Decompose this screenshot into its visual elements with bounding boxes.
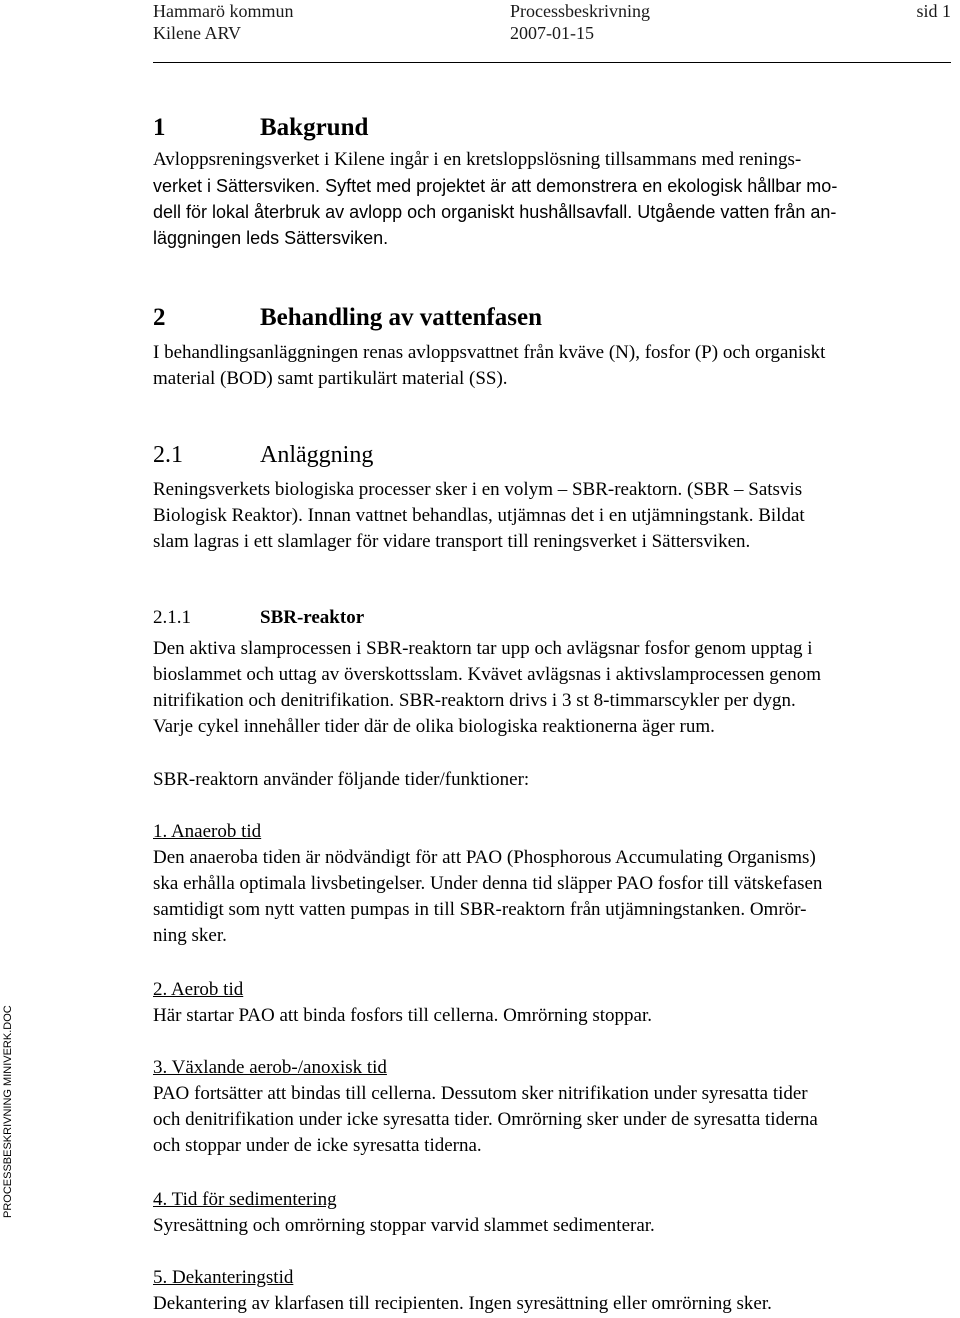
body-line: I behandlingsanläggningen renas avloppsvattnet från kväve (N), fosfor (P) och organiskt <box>153 342 826 363</box>
header-org: Hammarö kommun <box>153 1 294 21</box>
header-page-number: sid 1 <box>916 1 951 21</box>
section-title: Anläggning <box>260 442 374 468</box>
section-number: 2.1.1 <box>153 607 191 628</box>
section-title: SBR-reaktor <box>260 607 365 628</box>
sidebar-filename-text: PROCESSBESKRIVNING MINIVERK.DOC <box>2 1005 14 1218</box>
header-date: 2007-01-15 <box>510 23 594 43</box>
phase-2 <box>153 977 958 1029</box>
section-2-heading <box>153 303 958 333</box>
body-line: Dekantering av klarfasen till recipienten. Ingen syresättning eller omrörning sker. <box>153 1293 772 1314</box>
section-title: Behandling av vattenfasen <box>260 304 542 331</box>
sidebar-filename <box>0 1005 20 1218</box>
section-1-heading <box>153 113 958 143</box>
section-2-1-heading <box>153 440 958 470</box>
section-2-1-1-intro: SBR-reaktorn använder följande tider/funktioner: <box>153 769 530 790</box>
body-line: Här startar PAO att binda fosfors till cellerna. Omrörning stoppar. <box>153 1005 652 1026</box>
phase-heading: 5. Dekanteringstid <box>153 1267 294 1288</box>
phase-3 <box>153 1055 958 1159</box>
body-line: Den aktiva slamprocessen i SBR-reaktorn tar upp och avlägsnar fosfor genom upptag i <box>153 638 813 659</box>
section-2-body <box>153 340 958 392</box>
body-line: bioslammet och uttag av överskottsslam. Kvävet avlägsnas i aktivslamprocessen genom <box>153 664 822 685</box>
body-line: nitrifikation och denitrifikation. SBR-reaktorn drivs i 3 st 8-timmarscykler per dygn. <box>153 690 796 711</box>
section-1-body <box>153 147 958 251</box>
body-line: PAO fortsätter att bindas till cellerna. Dessutom sker nitrifikation under syresatta tider <box>153 1083 808 1104</box>
body-line: och denitrifikation under icke syresatta tider. Omrörning sker under de syresatta tiderna <box>153 1109 818 1130</box>
body-line: Reningsverkets biologiska processer sker i en volym – SBR-reaktorn. (SBR – Satsvis <box>153 479 803 500</box>
body-line: Den anaeroba tiden är nödvändigt för att PAO (Phosphorous Accumulating Organisms) <box>153 847 816 868</box>
phase-5 <box>153 1265 958 1317</box>
body-line: material (BOD) samt partikulärt material (SS). <box>153 368 508 389</box>
section-2-1-body <box>153 477 958 555</box>
header-doc-type: Processbeskrivning <box>510 1 650 21</box>
page-header <box>153 0 951 64</box>
body-line: ning sker. <box>153 925 227 946</box>
body-line: Syresättning och omrörning stoppar varvid slammet sedimenterar. <box>153 1215 655 1236</box>
body-line: och stoppar under de icke syresatta tiderna. <box>153 1135 482 1156</box>
body-line: Biologisk Reaktor). Innan vattnet behandlas, utjämnas det i en utjämningstank. Bildat <box>153 505 805 526</box>
body-line: slam lagras i ett slamlager för vidare transport till reningsverket i Sättersviken. <box>153 531 751 552</box>
body-line: ska erhålla optimala livsbetingelser. Under denna tid släpper PAO fosfor till vätskefasen <box>153 873 823 894</box>
body-line: Avloppsreningsverket i Kilene ingår i en kretsloppslösning tillsammans med renings- <box>153 149 802 170</box>
phase-heading: 4. Tid för sedimentering <box>153 1189 337 1210</box>
header-divider <box>153 62 951 63</box>
section-number: 1 <box>153 114 166 141</box>
section-title: Bakgrund <box>260 114 369 141</box>
body-line: samtidigt som nytt vatten pumpas in till SBR-reaktorn från utjämningstanken. Omrör- <box>153 899 807 920</box>
phase-4 <box>153 1187 958 1239</box>
phase-heading: 1. Anaerob tid <box>153 821 262 842</box>
section-2-1-1-body <box>153 636 958 740</box>
body-line: Varje cykel innehåller tider där de olika biologiska reaktionerna äger rum. <box>153 716 715 737</box>
phase-1 <box>153 819 958 949</box>
section-2-1-1-heading <box>153 605 958 631</box>
body-line: dell för lokal återbruk av avlopp och organiskt hushållsavfall. Utgående vatten från an- <box>153 202 837 222</box>
body-line: läggningen leds Sättersviken. <box>153 228 389 248</box>
section-number: 2.1 <box>153 442 183 468</box>
phase-heading: 2. Aerob tid <box>153 979 244 1000</box>
phase-heading: 3. Växlande aerob-/anoxisk tid <box>153 1057 387 1078</box>
body-line: verket i Sättersviken. Syftet med projektet är att demonstrera en ekologisk hållbar mo- <box>153 176 838 196</box>
section-number: 2 <box>153 304 166 331</box>
header-facility: Kilene ARV <box>153 23 242 43</box>
